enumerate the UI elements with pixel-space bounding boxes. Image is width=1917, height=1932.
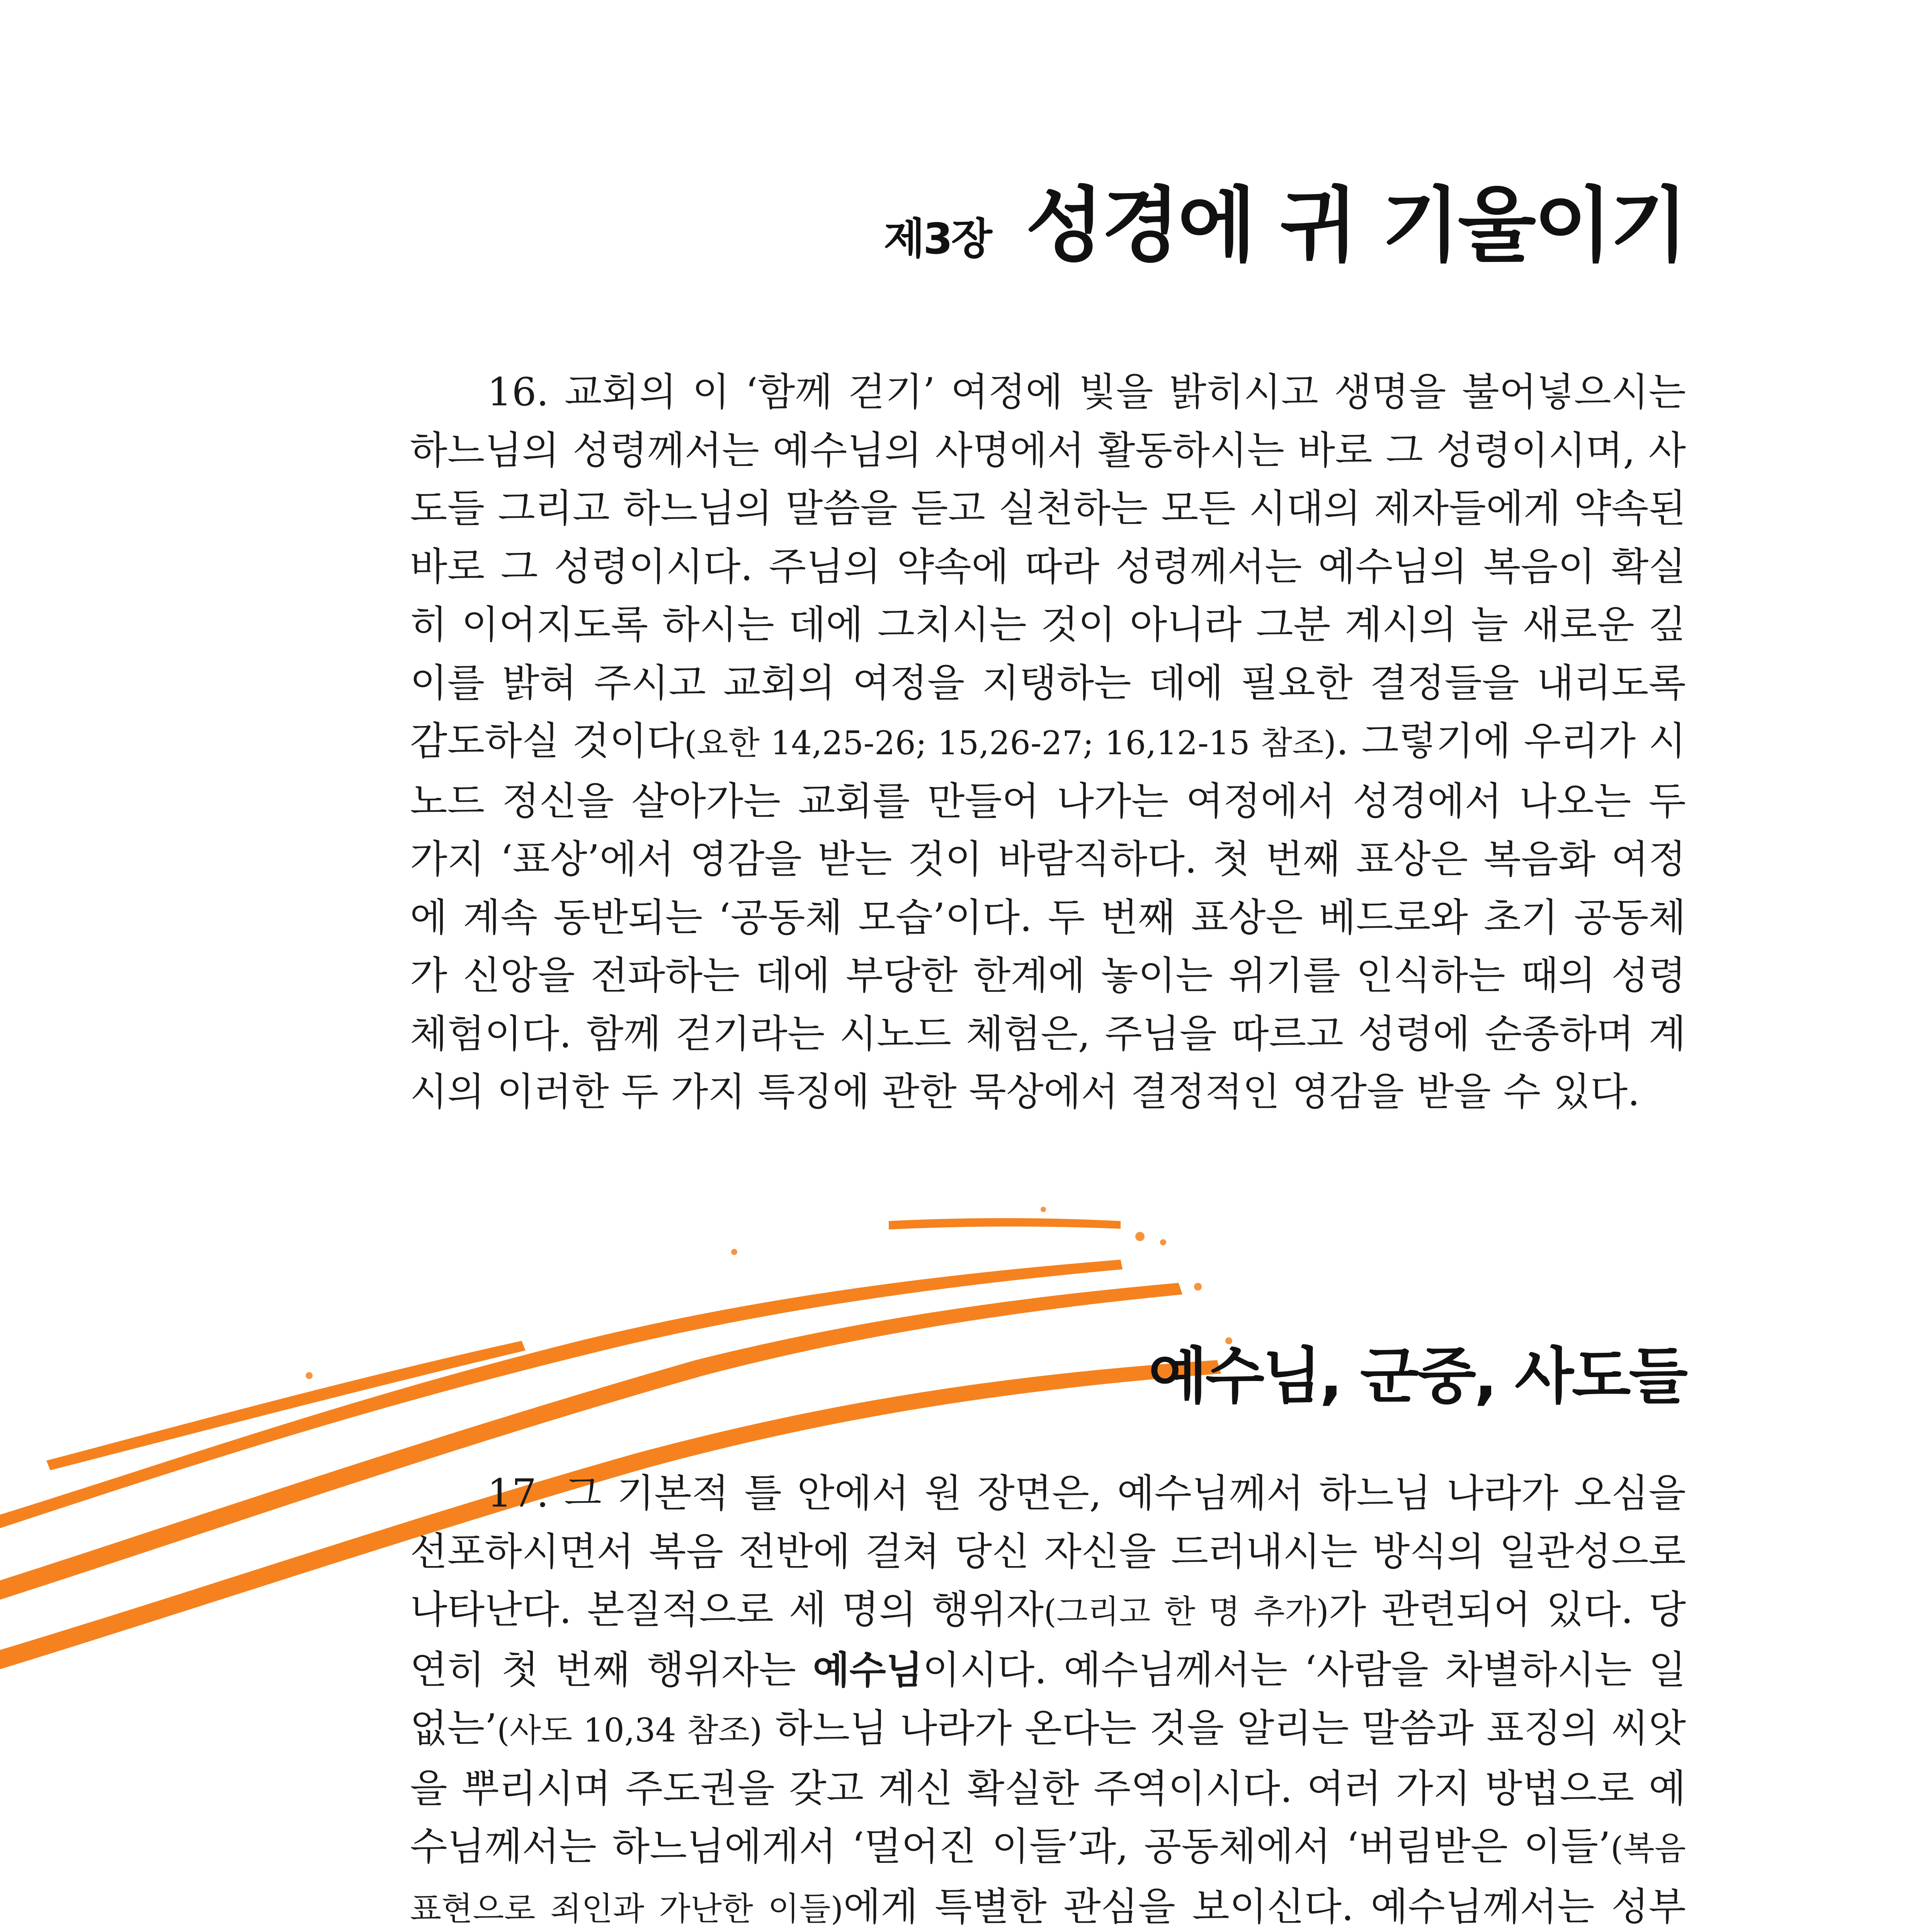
paragraph-text: . 그렇기에 우리가 시노드 정신을 살아가는 교회를 만들어 나가는 여정에서 성경에서 나오는 두 가지 ‘표상’에서 영감을 받는 것이 바람직하다. 첫 번째 표상은 복음화 여정에 계속 동반되는 ‘공동체 모습’이다. 두 번째 표상은 베드로와 초기 공동체가 신앙을 전파하는 데에 부당한 한계에 놓이는 위기를 인식하는 때의 성령 체험이다. 함께 걷기라는 시노드 체험은, 주님을 따르고 성령에 순종하며 계시의 이러한 두 가지 특징에 관한 묵상에서 결정적인 영감을 받을 수 있다.: [410, 718, 1686, 1114]
scripture-reference: (사도 10,34 참조): [497, 1711, 762, 1749]
parenthetical-note: (복음 표현으로 죄인과 가난한 이들): [410, 1830, 1686, 1928]
paragraph-text: 가 관련되어 있다. 당연히 첫 번째 행위자는: [410, 1587, 1686, 1692]
paragraph-16: [410, 363, 1686, 1121]
scripture-reference: (요한 14,25-26; 15,26-27; 16,12-15 참조): [684, 724, 1337, 762]
paragraph-text: 이시다. 예수님께서는 ‘사람을 차별하시는 일 없는’: [410, 1647, 1686, 1751]
parenthetical-note: (그리고 한 명 추가): [1044, 1593, 1329, 1631]
chapter-title: 성경에 귀 기울이기: [1025, 178, 1686, 273]
paragraph-17: [410, 1464, 1686, 1932]
paragraph-number: 16.: [487, 369, 549, 415]
chapter-label: 제3장: [883, 214, 991, 264]
paragraph-text: 하느님 나라가 온다는 것을 알리는 말씀과 표징의 씨앗을 뿌리시며 주도권을 갖고 계신 확실한 주역이시다. 여러 가지 방법으로 예수님께서는 하느님에게서 ‘멀어진 이들’과, 공동체에서 ‘버림받은 이들’: [410, 1706, 1686, 1869]
paragraph-number: 17.: [487, 1471, 549, 1516]
section-title: 예수님, 군중, 사도들: [1148, 1341, 1686, 1412]
paragraph-text: 에게 특별한 관심을 보이신다. 예수님께서는 성부: [843, 1884, 1686, 1929]
paragraph-text: 교회의 이 ‘함께 걷기’ 여정에 빛을 밝히시고 생명을 불어넣으시는 하느님의 성령께서는 예수님의 사명에서 활동하시는 바로 그 성령이시며, 사도들 그리고 하느님의 말씀을 듣고 실천하는 모든 시대의 제자들에게 약속된 바로 그 성령이시다. 주님의 약속에 따라 성령께서는 예수님의 복음이 확실히 이어지도록 하시는 데에 그치시는 것이 아니라 그분 계시의 늘 새로운 깊이를 밝혀 주시고 교회의 여정을 지탱하는 데에 필요한 결정들을 내리도록 감도하실 것이다: [410, 369, 1686, 764]
paragraph-text: 그 기본적 틀 안에서 원 장면은, 예수님께서 하느님 나라가 오심을 선포하시면서 복음 전반에 걸쳐 당신 자신을 드러내시는 방식의 일관성으로 나타난다. 본질적으로 세 명의 행위자: [410, 1471, 1686, 1632]
chapter-heading: [884, 160, 1686, 277]
emphasized-term: 예수님: [813, 1648, 923, 1692]
